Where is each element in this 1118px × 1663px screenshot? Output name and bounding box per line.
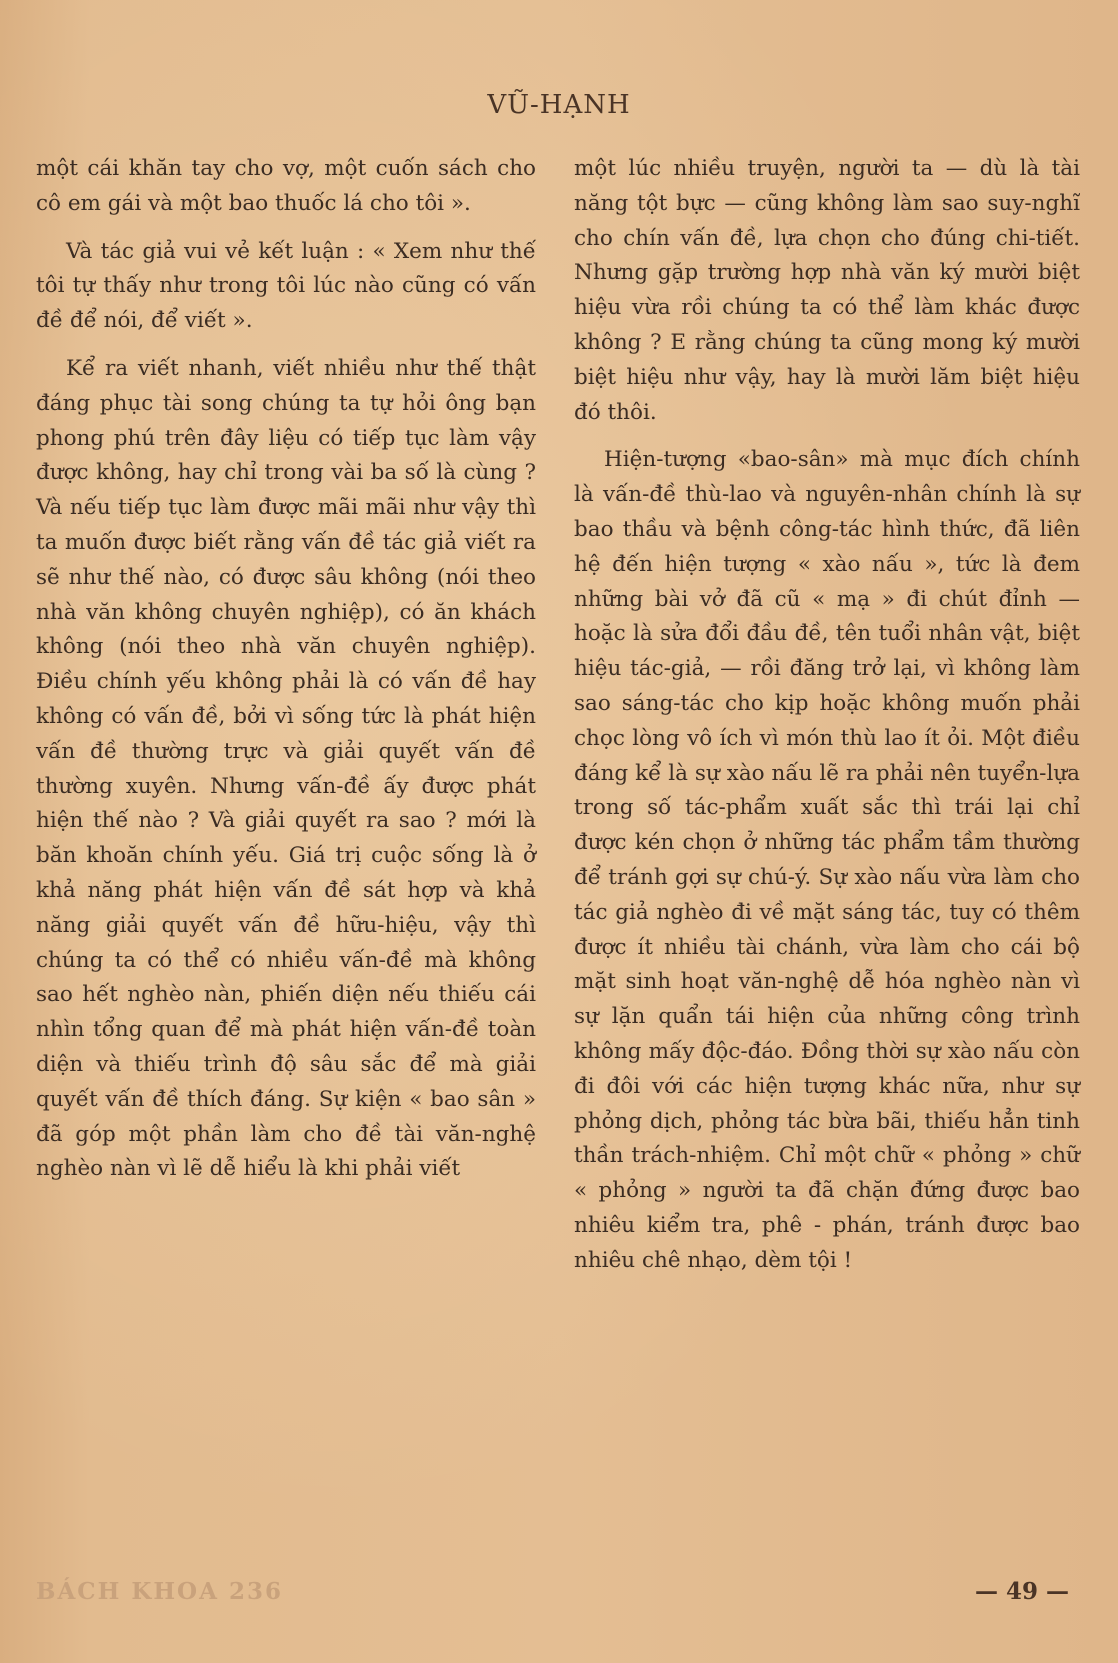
footer-publication: BÁCH KHOA 236 [36,1578,283,1605]
left-paragraph-3: Kể ra viết nhanh, viết nhiều như thế thật đáng phục tài song chúng ta tự hỏi ông bạn phong phú trên đây liệu có tiếp tục làm vậy được không, hay chỉ trong vài ba số là cùng ? Và nếu tiếp tục làm được mãi mãi như vậy thì ta muốn được biết rằng vấn đề tác giả viết ra sẽ như thế nào, có được sâu không (nói theo nhà văn không chuyên nghiệp), có ăn khách không (nói theo nhà văn chuyên nghiệp). Điều chính yếu không phải là có vấn đề hay không có vấn đề, bởi vì sống tức là phát hiện vấn đề thường trực và giải quyết vấn đề thường xuyên. Nhưng vấn-đề ấy được phát hiện thế nào ? Và giải quyết ra sao ? mới là băn khoăn chính yếu. Giá trị cuộc sống là ở khả năng phát hiện vấn đề sát hợp và khả năng giải quyết vấn đề hữu-hiệu, vậy thì chúng ta có thể có nhiều vấn-đề mà không sao hết nghèo nàn, phiến diện nếu thiếu cái nhìn tổng quan để mà phát hiện vấn-đề toàn diện và thiếu trình độ sâu sắc để mà giải quyết vấn đề thích đáng. Sự kiện « bao sân » đã góp một phần làm cho đề tài văn-nghệ nghèo nàn vì lẽ dễ hiểu là khi phải viết [36,355,536,1182]
left-paragraph-2: Và tác giả vui vẻ kết luận : « Xem như thế tôi tự thấy như trong tôi lúc nào cũng có vấn đề để nói, để viết ». [36,238,536,334]
right-paragraph-2: Hiện-tượng «bao-sân» mà mục đích chính là vấn-đề thù-lao và nguyên-nhân chính là sự bao thầu và bệnh công-tác hình thức, đã liên hệ đến hiện tượng « xào nấu », tức là đem những bài vở đã cũ « mạ » đi chút đỉnh — hoặc là sửa đổi đầu đề, tên tuổi nhân vật, biệt hiệu tác-giả, — rồi đăng trở lại, vì không làm sao sáng-tác cho kịp hoặc không muốn phải chọc lòng vô ích vì món thù lao ít ỏi. Một điều đáng kể là sự xào nấu lẽ ra phải nên tuyển-lựa trong số tác-phẩm xuất sắc thì trái lại chỉ được kén chọn ở những tác phẩm tầm thường để tránh gợi sự chú-ý. Sự xào nấu vừa làm cho tác giả nghèo đi về mặt sáng tác, tuy có thêm được ít nhiều tài chánh, vừa làm cho cái bộ mặt sinh hoạt văn-nghệ dễ hóa nghèo nàn vì sự lặn quẩn tái hiện của những công trình không mấy độc-đáo. Đồng thời sự xào nấu còn đi đôi với các hiện tượng khác nữa, như sự phỏng dịch, phỏng tác bừa bãi, thiếu hẳn tinh thần trách-nhiệm. Chỉ một chữ « phỏng » chữ « phỏng » người ta đã chặn đứng được bao nhiêu kiểm tra, phê - phán, tránh được bao nhiêu chê nhạo, dèm tội ! [574,447,1080,1273]
right-paragraph-1: một lúc nhiều truyện, người ta — dù là tài năng tột bực — cũng không làm sao suy-nghĩ cho chín vấn đề, lựa chọn cho đúng chi-tiết. Nhưng gặp trường hợp nhà văn ký mười biệt hiệu vừa rồi chúng ta có thể làm khác được không ? E rằng chúng ta cũng mong ký mười biệt hiệu như vậy, hay là mười lăm biệt hiệu đó thôi. [574,156,1080,425]
page-number: — 49 — [975,1578,1070,1605]
running-header: VŨ-HẠNH [487,90,631,120]
right-column [574,152,1080,1279]
left-paragraph-1: một cái khăn tay cho vợ, một cuốn sách cho cô em gái và một bao thuốc lá cho tôi ». [36,156,536,216]
left-column [36,152,536,1187]
